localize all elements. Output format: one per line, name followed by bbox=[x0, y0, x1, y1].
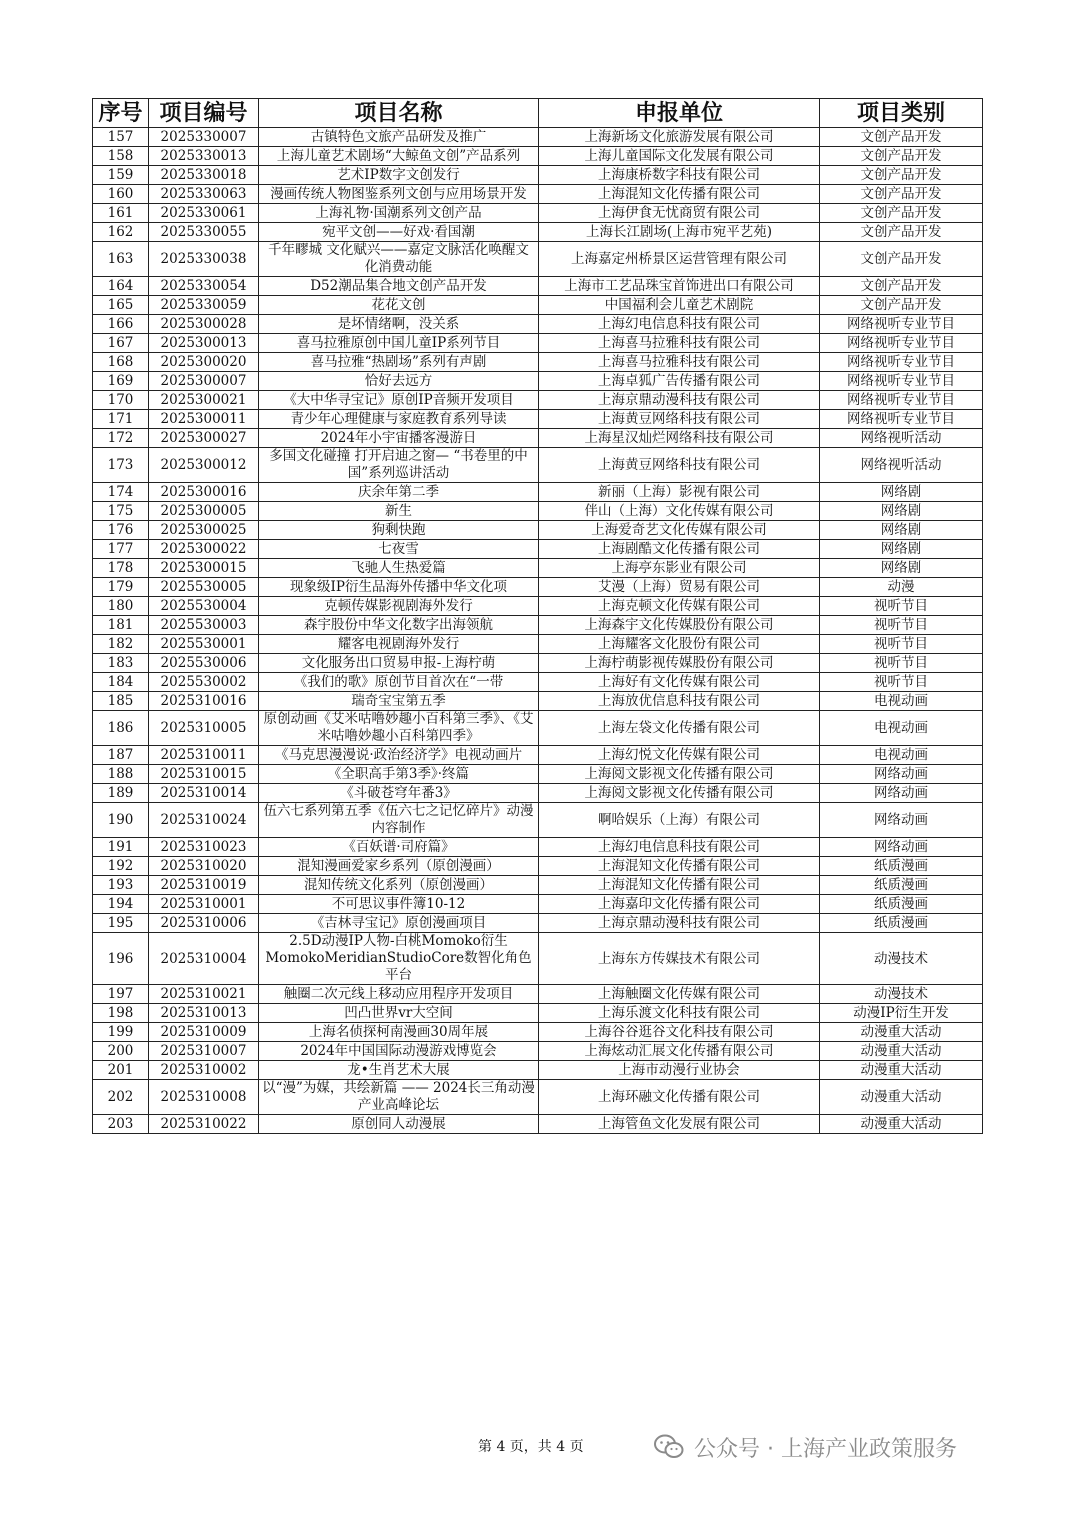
cell-category: 文创产品开发 bbox=[820, 204, 983, 223]
cell-project-name: 花花文创 bbox=[259, 296, 539, 315]
cell-project-code: 2025310009 bbox=[149, 1023, 259, 1042]
cell-seq: 188 bbox=[93, 765, 149, 784]
cell-category: 电视动画 bbox=[820, 692, 983, 711]
cell-category: 纸质漫画 bbox=[820, 895, 983, 914]
cell-project-code: 2025300021 bbox=[149, 391, 259, 410]
cell-project-code: 2025310019 bbox=[149, 876, 259, 895]
cell-category: 动漫技术 bbox=[820, 985, 983, 1004]
table-row bbox=[93, 559, 983, 578]
cell-applicant: 上海康桥数字科技有限公司 bbox=[539, 166, 820, 185]
cell-applicant: 上海触圈文化传媒有限公司 bbox=[539, 985, 820, 1004]
table-row bbox=[93, 391, 983, 410]
cell-project-code: 2025330054 bbox=[149, 277, 259, 296]
header-seq: 序号 bbox=[93, 99, 149, 128]
cell-category: 纸质漫画 bbox=[820, 857, 983, 876]
cell-applicant: 上海幻电信息科技有限公司 bbox=[539, 838, 820, 857]
table-row bbox=[93, 711, 983, 746]
cell-seq: 166 bbox=[93, 315, 149, 334]
cell-project-name: 上海名侦探柯南漫画30周年展 bbox=[259, 1023, 539, 1042]
cell-project-name: D52潮品集合地文创产品开发 bbox=[259, 277, 539, 296]
cell-category: 动漫重大活动 bbox=[820, 1061, 983, 1080]
cell-project-name: 上海礼物·国潮系列文创产品 bbox=[259, 204, 539, 223]
table-row bbox=[93, 166, 983, 185]
cell-category: 网络剧 bbox=[820, 502, 983, 521]
cell-project-name: 《大中华寻宝记》原创IP音频开发项目 bbox=[259, 391, 539, 410]
header-applicant: 申报单位 bbox=[539, 99, 820, 128]
cell-seq: 179 bbox=[93, 578, 149, 597]
cell-seq: 171 bbox=[93, 410, 149, 429]
cell-seq: 187 bbox=[93, 746, 149, 765]
table-row bbox=[93, 1115, 983, 1134]
cell-category: 电视动画 bbox=[820, 711, 983, 746]
project-table bbox=[92, 98, 983, 1134]
cell-seq: 195 bbox=[93, 914, 149, 933]
table-row bbox=[93, 296, 983, 315]
cell-project-code: 2025310005 bbox=[149, 711, 259, 746]
cell-seq: 176 bbox=[93, 521, 149, 540]
cell-project-name: 2024年小宇宙播客漫游日 bbox=[259, 429, 539, 448]
cell-project-name: 瑞奇宝宝第五季 bbox=[259, 692, 539, 711]
cell-applicant: 上海混知文化传播有限公司 bbox=[539, 857, 820, 876]
cell-seq: 198 bbox=[93, 1004, 149, 1023]
cell-project-code: 2025300020 bbox=[149, 353, 259, 372]
cell-project-code: 2025330007 bbox=[149, 128, 259, 147]
cell-category: 动漫 bbox=[820, 578, 983, 597]
cell-project-name: 耀客电视剧海外发行 bbox=[259, 635, 539, 654]
cell-category: 文创产品开发 bbox=[820, 185, 983, 204]
cell-applicant: 上海好有文化传媒有限公司 bbox=[539, 673, 820, 692]
cell-project-code: 2025310006 bbox=[149, 914, 259, 933]
cell-category: 网络动画 bbox=[820, 765, 983, 784]
cell-project-name: 多国文化碰撞 打开启迪之窗— “书卷里的中国”系列巡讲活动 bbox=[259, 448, 539, 483]
cell-applicant: 上海放优信息科技有限公司 bbox=[539, 692, 820, 711]
cell-seq: 191 bbox=[93, 838, 149, 857]
cell-project-code: 2025300022 bbox=[149, 540, 259, 559]
table-row bbox=[93, 597, 983, 616]
cell-project-code: 2025300016 bbox=[149, 483, 259, 502]
table-row bbox=[93, 1042, 983, 1061]
cell-project-code: 2025310024 bbox=[149, 803, 259, 838]
cell-category: 电视动画 bbox=[820, 746, 983, 765]
cell-applicant: 上海儿童国际文化发展有限公司 bbox=[539, 147, 820, 166]
cell-project-code: 2025300013 bbox=[149, 334, 259, 353]
cell-category: 网络动画 bbox=[820, 838, 983, 857]
cell-category: 网络视听活动 bbox=[820, 448, 983, 483]
cell-seq: 181 bbox=[93, 616, 149, 635]
table-row bbox=[93, 429, 983, 448]
cell-project-name: 《全职高手第3季》·终篇 bbox=[259, 765, 539, 784]
cell-category: 动漫重大活动 bbox=[820, 1080, 983, 1115]
cell-seq: 161 bbox=[93, 204, 149, 223]
cell-project-code: 2025310007 bbox=[149, 1042, 259, 1061]
cell-seq: 178 bbox=[93, 559, 149, 578]
cell-project-name: 新生 bbox=[259, 502, 539, 521]
cell-applicant: 上海炫动汇展文化传播有限公司 bbox=[539, 1042, 820, 1061]
cell-applicant: 上海森宇文化传媒股份有限公司 bbox=[539, 616, 820, 635]
cell-project-code: 2025310004 bbox=[149, 933, 259, 985]
cell-project-code: 2025310008 bbox=[149, 1080, 259, 1115]
table-row bbox=[93, 578, 983, 597]
cell-project-name: 原创同人动漫展 bbox=[259, 1115, 539, 1134]
cell-applicant: 上海市工艺品珠宝首饰进出口有限公司 bbox=[539, 277, 820, 296]
table-header-row bbox=[93, 99, 983, 128]
cell-seq: 182 bbox=[93, 635, 149, 654]
cell-project-code: 2025330063 bbox=[149, 185, 259, 204]
cell-applicant: 上海环融文化传播有限公司 bbox=[539, 1080, 820, 1115]
cell-project-code: 2025300005 bbox=[149, 502, 259, 521]
cell-project-code: 2025330059 bbox=[149, 296, 259, 315]
cell-project-name: 喜马拉雅“热剧场”系列有声剧 bbox=[259, 353, 539, 372]
cell-category: 视听节目 bbox=[820, 616, 983, 635]
cell-project-code: 2025330038 bbox=[149, 242, 259, 277]
cell-project-code: 2025530006 bbox=[149, 654, 259, 673]
cell-category: 网络视听专业节目 bbox=[820, 353, 983, 372]
cell-project-name: 克顿传媒影视剧海外发行 bbox=[259, 597, 539, 616]
cell-seq: 172 bbox=[93, 429, 149, 448]
cell-category: 网络剧 bbox=[820, 559, 983, 578]
cell-seq: 174 bbox=[93, 483, 149, 502]
cell-project-name: 《我们的歌》原创节目首次在“一带 bbox=[259, 673, 539, 692]
table-row bbox=[93, 1023, 983, 1042]
cell-project-name: 凹凸世界vr大空间 bbox=[259, 1004, 539, 1023]
table-row bbox=[93, 692, 983, 711]
cell-seq: 168 bbox=[93, 353, 149, 372]
table-row bbox=[93, 540, 983, 559]
cell-applicant: 上海混知文化传播有限公司 bbox=[539, 185, 820, 204]
cell-project-name: 文化服务出口贸易申报-上海柠萌 bbox=[259, 654, 539, 673]
cell-seq: 199 bbox=[93, 1023, 149, 1042]
cell-applicant: 上海乐渡文化科技有限公司 bbox=[539, 1004, 820, 1023]
cell-seq: 169 bbox=[93, 372, 149, 391]
cell-seq: 190 bbox=[93, 803, 149, 838]
cell-project-code: 2025310016 bbox=[149, 692, 259, 711]
cell-category: 动漫技术 bbox=[820, 933, 983, 985]
cell-project-code: 2025300025 bbox=[149, 521, 259, 540]
cell-project-name: 是坏情绪啊，没关系 bbox=[259, 315, 539, 334]
cell-category: 网络视听专业节目 bbox=[820, 410, 983, 429]
table-row bbox=[93, 784, 983, 803]
page-number: 第 4 页，共 4 页 bbox=[478, 1439, 584, 1455]
cell-project-name: 混知漫画爱家乡系列（原创漫画） bbox=[259, 857, 539, 876]
cell-applicant: 上海左袋文化传播有限公司 bbox=[539, 711, 820, 746]
cell-project-code: 2025530003 bbox=[149, 616, 259, 635]
cell-applicant: 上海亭东影业有限公司 bbox=[539, 559, 820, 578]
cell-project-name: 森宇股份中华文化数字出海领航 bbox=[259, 616, 539, 635]
cell-project-code: 2025330055 bbox=[149, 223, 259, 242]
table-row bbox=[93, 410, 983, 429]
cell-project-code: 2025310021 bbox=[149, 985, 259, 1004]
cell-project-name: 《马克思漫漫说·政治经济学》电视动画片 bbox=[259, 746, 539, 765]
cell-project-name: 《斗破苍穹年番3》 bbox=[259, 784, 539, 803]
cell-applicant: 上海耀客文化股份有限公司 bbox=[539, 635, 820, 654]
table-row bbox=[93, 746, 983, 765]
table-row bbox=[93, 242, 983, 277]
cell-category: 文创产品开发 bbox=[820, 223, 983, 242]
cell-project-name: 龙•生肖艺术大展 bbox=[259, 1061, 539, 1080]
cell-seq: 177 bbox=[93, 540, 149, 559]
cell-seq: 170 bbox=[93, 391, 149, 410]
cell-category: 文创产品开发 bbox=[820, 166, 983, 185]
table-row bbox=[93, 857, 983, 876]
cell-seq: 175 bbox=[93, 502, 149, 521]
cell-project-name: 上海儿童艺术剧场“大鲸鱼文创”产品系列 bbox=[259, 147, 539, 166]
cell-seq: 165 bbox=[93, 296, 149, 315]
cell-applicant: 上海京鼎动漫科技有限公司 bbox=[539, 391, 820, 410]
cell-applicant: 上海嘉印文化传播有限公司 bbox=[539, 895, 820, 914]
cell-applicant: 啊哈娱乐（上海）有限公司 bbox=[539, 803, 820, 838]
cell-project-name: 喜马拉雅原创中国儿童IP系列节目 bbox=[259, 334, 539, 353]
cell-seq: 164 bbox=[93, 277, 149, 296]
cell-applicant: 艾漫（上海）贸易有限公司 bbox=[539, 578, 820, 597]
cell-seq: 185 bbox=[93, 692, 149, 711]
cell-project-name: 艺术IP数字文创发行 bbox=[259, 166, 539, 185]
table-row bbox=[93, 277, 983, 296]
table-row bbox=[93, 1004, 983, 1023]
cell-project-code: 2025530005 bbox=[149, 578, 259, 597]
cell-project-code: 2025530002 bbox=[149, 673, 259, 692]
cell-project-name: 以“漫”为媒，共绘新篇 —— 2024长三角动漫产业高峰论坛 bbox=[259, 1080, 539, 1115]
table-row bbox=[93, 315, 983, 334]
cell-seq: 189 bbox=[93, 784, 149, 803]
table-row bbox=[93, 223, 983, 242]
cell-applicant: 上海幻电信息科技有限公司 bbox=[539, 315, 820, 334]
cell-project-code: 2025300012 bbox=[149, 448, 259, 483]
cell-seq: 201 bbox=[93, 1061, 149, 1080]
cell-seq: 184 bbox=[93, 673, 149, 692]
table-row bbox=[93, 914, 983, 933]
cell-project-code: 2025310020 bbox=[149, 857, 259, 876]
table-row bbox=[93, 448, 983, 483]
table-row bbox=[93, 353, 983, 372]
cell-applicant: 上海伊食无忧商贸有限公司 bbox=[539, 204, 820, 223]
cell-project-code: 2025530004 bbox=[149, 597, 259, 616]
cell-category: 动漫IP衍生开发 bbox=[820, 1004, 983, 1023]
cell-category: 网络剧 bbox=[820, 483, 983, 502]
cell-category: 网络视听专业节目 bbox=[820, 315, 983, 334]
table-row bbox=[93, 895, 983, 914]
cell-project-code: 2025310022 bbox=[149, 1115, 259, 1134]
cell-project-code: 2025300028 bbox=[149, 315, 259, 334]
cell-applicant: 上海柠萌影视传媒股份有限公司 bbox=[539, 654, 820, 673]
cell-applicant: 上海剧酷文化传播有限公司 bbox=[539, 540, 820, 559]
cell-category: 网络动画 bbox=[820, 803, 983, 838]
watermark bbox=[654, 1432, 957, 1462]
cell-category: 动漫重大活动 bbox=[820, 1023, 983, 1042]
cell-project-code: 2025310002 bbox=[149, 1061, 259, 1080]
cell-applicant: 上海混知文化传播有限公司 bbox=[539, 876, 820, 895]
table-row bbox=[93, 1061, 983, 1080]
cell-project-name: 现象级IP衍生品海外传播中华文化项 bbox=[259, 578, 539, 597]
watermark-text: 公众号 · 上海产业政策服务 bbox=[694, 1436, 957, 1462]
cell-project-code: 2025310011 bbox=[149, 746, 259, 765]
cell-seq: 192 bbox=[93, 857, 149, 876]
cell-category: 网络剧 bbox=[820, 521, 983, 540]
cell-project-code: 2025330018 bbox=[149, 166, 259, 185]
cell-project-name: 原创动画《艾米咕噜妙趣小百科第三季》、《艾米咕噜妙趣小百科第四季》 bbox=[259, 711, 539, 746]
table-row bbox=[93, 502, 983, 521]
table-row bbox=[93, 521, 983, 540]
cell-seq: 180 bbox=[93, 597, 149, 616]
cell-seq: 183 bbox=[93, 654, 149, 673]
cell-project-name: 七夜雪 bbox=[259, 540, 539, 559]
table-row bbox=[93, 372, 983, 391]
cell-seq: 193 bbox=[93, 876, 149, 895]
cell-category: 网络视听专业节目 bbox=[820, 391, 983, 410]
cell-seq: 196 bbox=[93, 933, 149, 985]
cell-applicant: 中国福利会儿童艺术剧院 bbox=[539, 296, 820, 315]
table-row bbox=[93, 838, 983, 857]
cell-category: 纸质漫画 bbox=[820, 876, 983, 895]
cell-applicant: 上海嘉定州桥景区运营管理有限公司 bbox=[539, 242, 820, 277]
table-row bbox=[93, 803, 983, 838]
cell-seq: 200 bbox=[93, 1042, 149, 1061]
cell-applicant: 上海爱奇艺文化传媒有限公司 bbox=[539, 521, 820, 540]
cell-applicant: 上海黄豆网络科技有限公司 bbox=[539, 448, 820, 483]
cell-project-code: 2025310001 bbox=[149, 895, 259, 914]
cell-applicant: 上海幻悦文化传媒有限公司 bbox=[539, 746, 820, 765]
cell-seq: 163 bbox=[93, 242, 149, 277]
cell-project-code: 2025310023 bbox=[149, 838, 259, 857]
header-project-code: 项目编号 bbox=[149, 99, 259, 128]
cell-applicant: 上海黄豆网络科技有限公司 bbox=[539, 410, 820, 429]
cell-applicant: 上海卓狐广告传播有限公司 bbox=[539, 372, 820, 391]
cell-project-name: 狗剩快跑 bbox=[259, 521, 539, 540]
cell-project-name: 飞驰人生热爱篇 bbox=[259, 559, 539, 578]
cell-project-name: 2.5D动漫IP人物-白桃Momoko衍生MomokoMeridianStudioCore数智化角色平台 bbox=[259, 933, 539, 985]
cell-project-code: 2025310014 bbox=[149, 784, 259, 803]
header-project-name: 项目名称 bbox=[259, 99, 539, 128]
cell-category: 动漫重大活动 bbox=[820, 1042, 983, 1061]
cell-seq: 159 bbox=[93, 166, 149, 185]
cell-project-name: 不可思议事件簿10-12 bbox=[259, 895, 539, 914]
cell-project-name: 漫画传统人物图鉴系列文创与应用场景开发 bbox=[259, 185, 539, 204]
cell-project-code: 2025310013 bbox=[149, 1004, 259, 1023]
cell-category: 视听节目 bbox=[820, 597, 983, 616]
cell-project-name: 《吉林寻宝记》原创漫画项目 bbox=[259, 914, 539, 933]
cell-applicant: 上海长江剧场(上海市宛平艺苑) bbox=[539, 223, 820, 242]
cell-seq: 203 bbox=[93, 1115, 149, 1134]
cell-category: 纸质漫画 bbox=[820, 914, 983, 933]
cell-category: 网络视听专业节目 bbox=[820, 334, 983, 353]
cell-seq: 186 bbox=[93, 711, 149, 746]
cell-applicant: 上海阅文影视文化传播有限公司 bbox=[539, 784, 820, 803]
table-row bbox=[93, 654, 983, 673]
cell-applicant: 上海京鼎动漫科技有限公司 bbox=[539, 914, 820, 933]
cell-seq: 173 bbox=[93, 448, 149, 483]
wechat-icon bbox=[654, 1434, 684, 1460]
cell-applicant: 新丽（上海）影视有限公司 bbox=[539, 483, 820, 502]
cell-project-name: 伍六七系列第五季《伍六七之记忆碎片》动漫内容制作 bbox=[259, 803, 539, 838]
cell-project-name: 混知传统文化系列（原创漫画） bbox=[259, 876, 539, 895]
cell-project-code: 2025330061 bbox=[149, 204, 259, 223]
table-row bbox=[93, 147, 983, 166]
table-row bbox=[93, 765, 983, 784]
cell-category: 视听节目 bbox=[820, 635, 983, 654]
table-row bbox=[93, 185, 983, 204]
cell-applicant: 上海谷谷逛谷文化科技有限公司 bbox=[539, 1023, 820, 1042]
cell-applicant: 上海东方传媒技术有限公司 bbox=[539, 933, 820, 985]
cell-applicant: 上海喜马拉雅科技有限公司 bbox=[539, 334, 820, 353]
cell-applicant: 上海管鱼文化发展有限公司 bbox=[539, 1115, 820, 1134]
cell-applicant: 上海阅文影视文化传播有限公司 bbox=[539, 765, 820, 784]
cell-project-code: 2025300015 bbox=[149, 559, 259, 578]
table-row bbox=[93, 673, 983, 692]
cell-category: 文创产品开发 bbox=[820, 277, 983, 296]
cell-project-name: 千年疁城 文化赋兴——嘉定文脉活化唤醒文化消费动能 bbox=[259, 242, 539, 277]
cell-project-name: 2024年中国国际动漫游戏博览会 bbox=[259, 1042, 539, 1061]
cell-category: 文创产品开发 bbox=[820, 242, 983, 277]
table-row bbox=[93, 483, 983, 502]
cell-seq: 167 bbox=[93, 334, 149, 353]
cell-category: 网络视听专业节目 bbox=[820, 372, 983, 391]
cell-project-name: 《百妖谱·司府篇》 bbox=[259, 838, 539, 857]
cell-category: 网络视听活动 bbox=[820, 429, 983, 448]
cell-applicant: 上海星汉灿烂网络科技有限公司 bbox=[539, 429, 820, 448]
cell-category: 动漫重大活动 bbox=[820, 1115, 983, 1134]
cell-applicant: 上海新场文化旅游发展有限公司 bbox=[539, 128, 820, 147]
cell-project-code: 2025330013 bbox=[149, 147, 259, 166]
cell-category: 网络剧 bbox=[820, 540, 983, 559]
cell-project-name: 庆余年第二季 bbox=[259, 483, 539, 502]
cell-seq: 194 bbox=[93, 895, 149, 914]
cell-seq: 157 bbox=[93, 128, 149, 147]
cell-applicant: 上海喜马拉雅科技有限公司 bbox=[539, 353, 820, 372]
cell-project-code: 2025300011 bbox=[149, 410, 259, 429]
cell-category: 文创产品开发 bbox=[820, 147, 983, 166]
table-row bbox=[93, 985, 983, 1004]
cell-seq: 160 bbox=[93, 185, 149, 204]
header-category: 项目类别 bbox=[820, 99, 983, 128]
cell-project-code: 2025310015 bbox=[149, 765, 259, 784]
table-row bbox=[93, 334, 983, 353]
cell-project-name: 古镇特色文旅产品研发及推广 bbox=[259, 128, 539, 147]
cell-category: 文创产品开发 bbox=[820, 296, 983, 315]
cell-seq: 197 bbox=[93, 985, 149, 1004]
cell-seq: 162 bbox=[93, 223, 149, 242]
table-row bbox=[93, 635, 983, 654]
cell-project-code: 2025300027 bbox=[149, 429, 259, 448]
cell-project-name: 恰好去远方 bbox=[259, 372, 539, 391]
cell-category: 视听节目 bbox=[820, 654, 983, 673]
cell-seq: 158 bbox=[93, 147, 149, 166]
table-row bbox=[93, 1080, 983, 1115]
cell-project-code: 2025530001 bbox=[149, 635, 259, 654]
cell-project-name: 青少年心理健康与家庭教育系列导读 bbox=[259, 410, 539, 429]
cell-project-name: 宛平文创——好戏·看国潮 bbox=[259, 223, 539, 242]
cell-project-name: 触圈二次元线上移动应用程序开发项目 bbox=[259, 985, 539, 1004]
page-footer bbox=[0, 1432, 1080, 1462]
table-row bbox=[93, 204, 983, 223]
table-row bbox=[93, 128, 983, 147]
cell-applicant: 上海市动漫行业协会 bbox=[539, 1061, 820, 1080]
cell-category: 文创产品开发 bbox=[820, 128, 983, 147]
table-row bbox=[93, 933, 983, 985]
cell-category: 网络动画 bbox=[820, 784, 983, 803]
table-row bbox=[93, 616, 983, 635]
table-row bbox=[93, 876, 983, 895]
cell-category: 视听节目 bbox=[820, 673, 983, 692]
cell-seq: 202 bbox=[93, 1080, 149, 1115]
cell-applicant: 伴山（上海）文化传媒有限公司 bbox=[539, 502, 820, 521]
cell-project-code: 2025300007 bbox=[149, 372, 259, 391]
cell-applicant: 上海克顿文化传媒有限公司 bbox=[539, 597, 820, 616]
